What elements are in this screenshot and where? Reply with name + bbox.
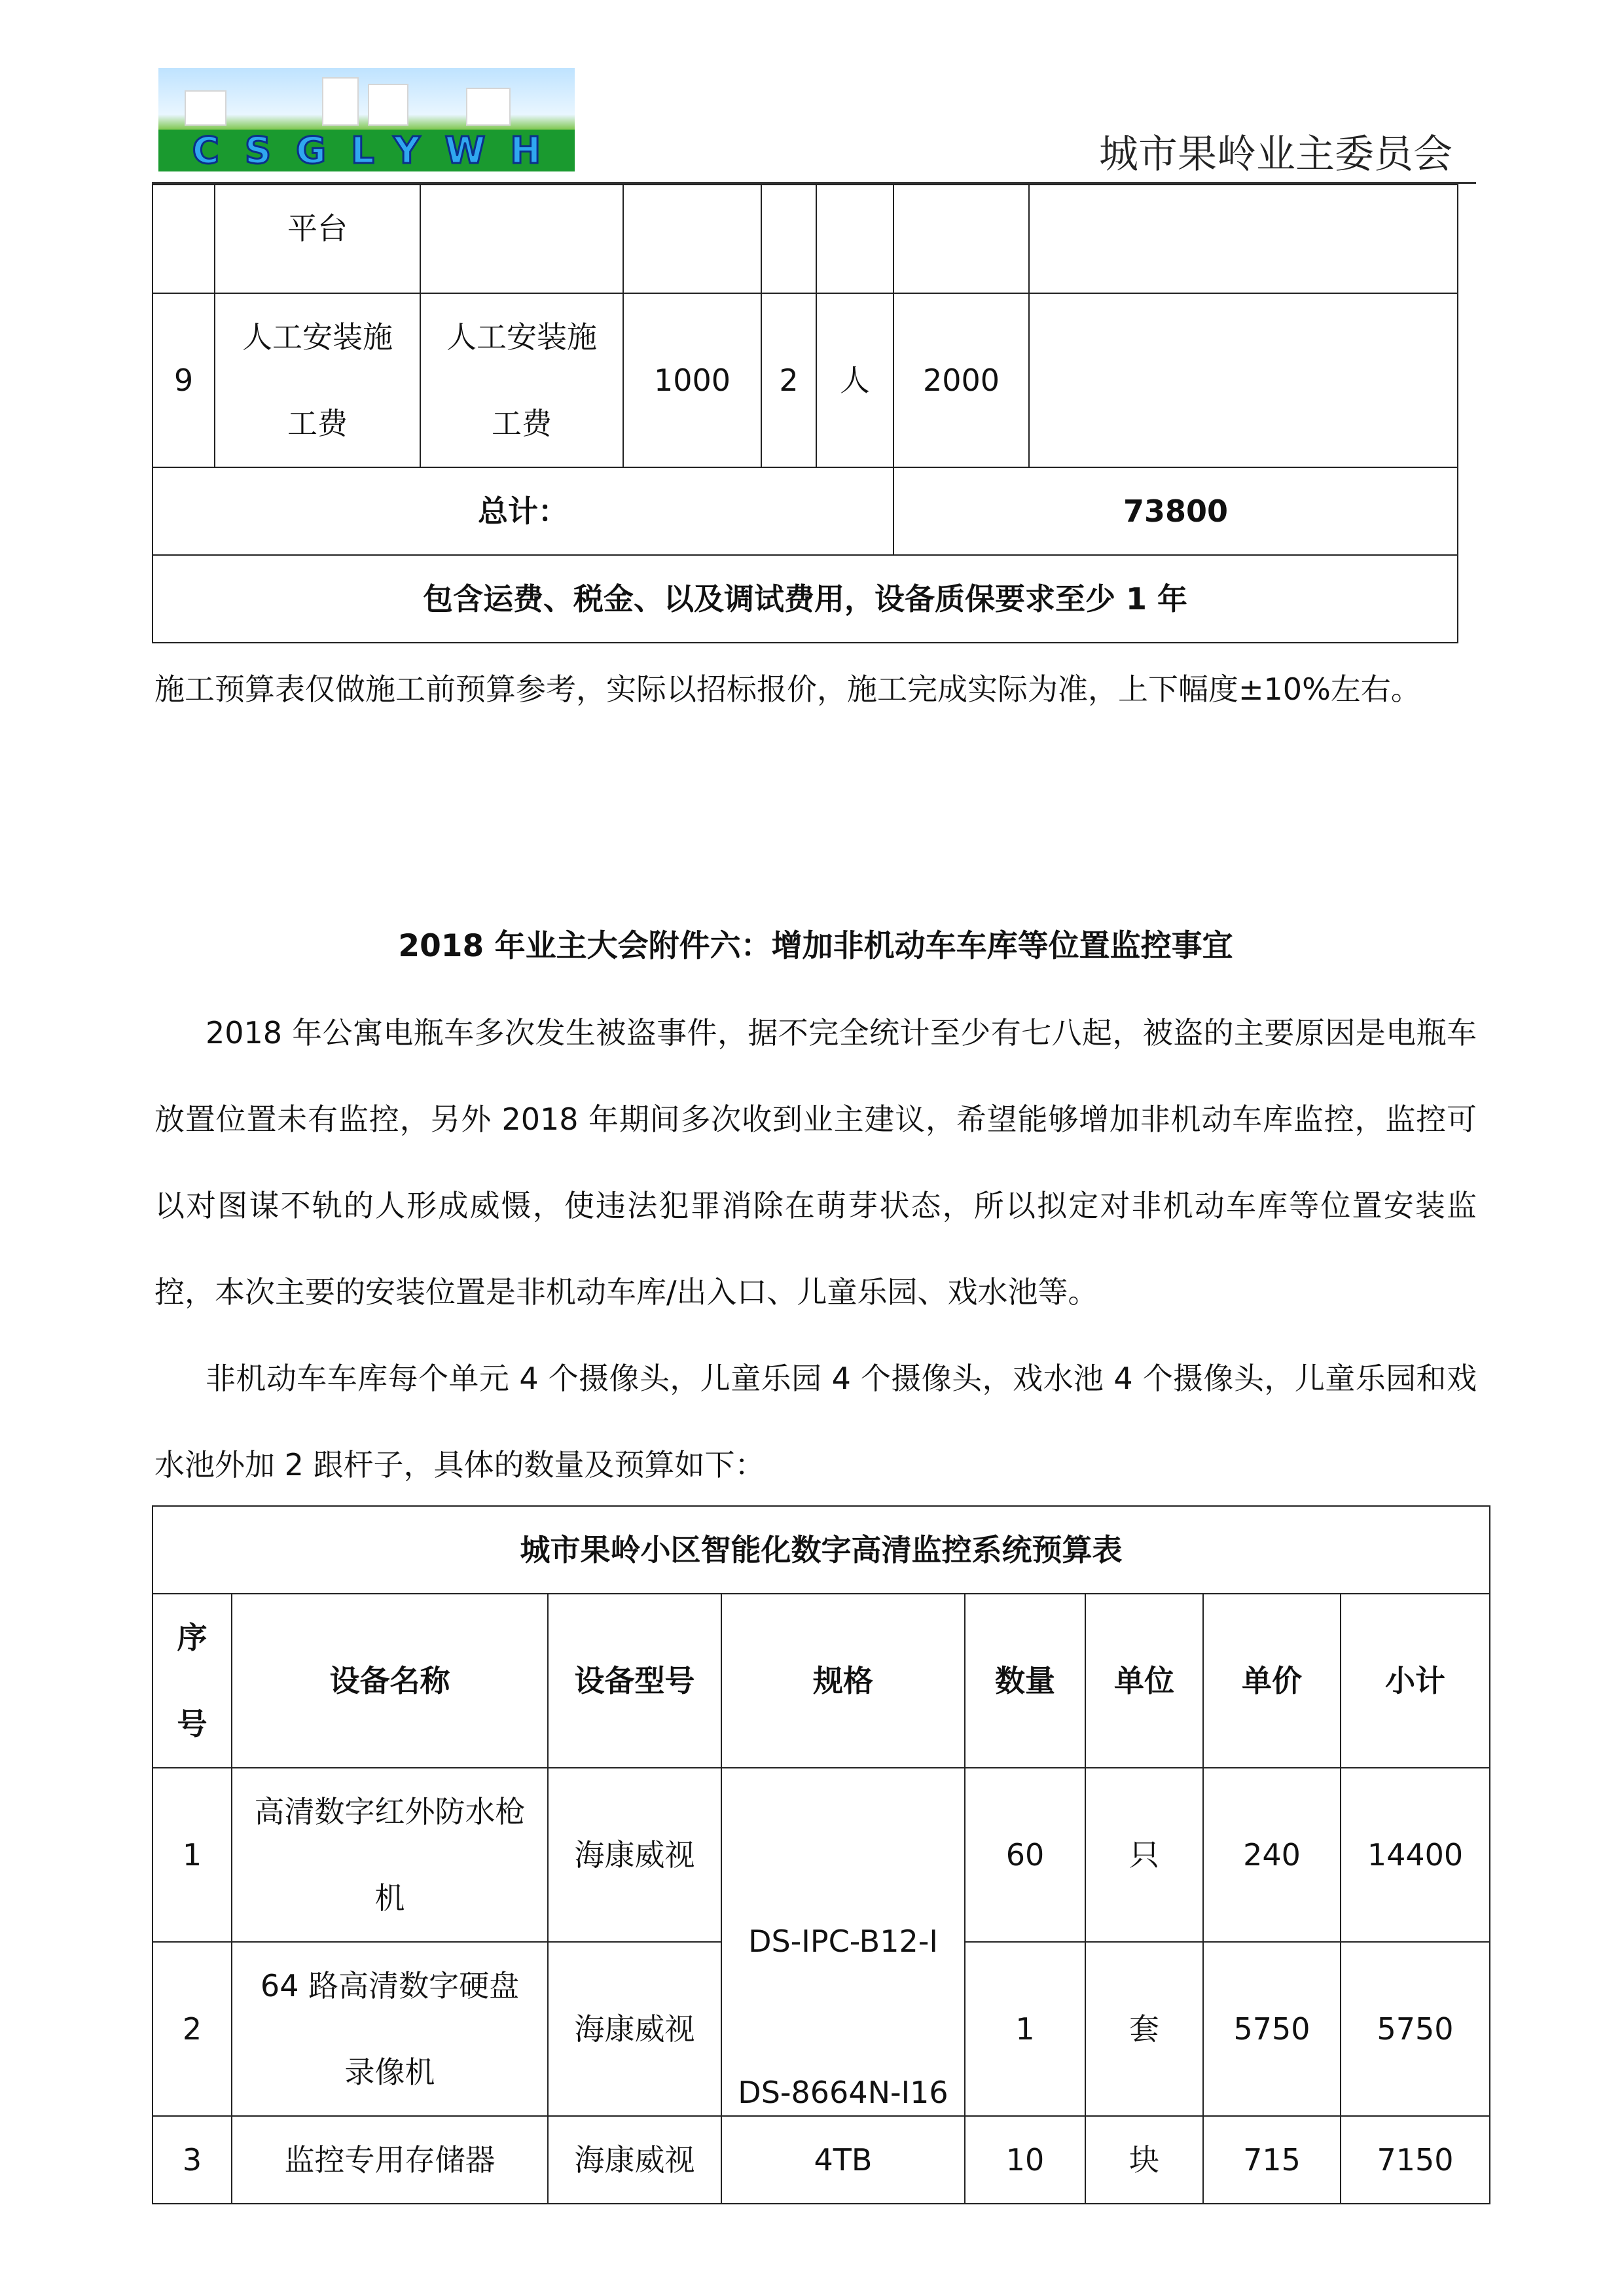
table-cell: 9 — [153, 293, 215, 467]
cell-name: 监控专用存储器 — [232, 2116, 548, 2204]
table-cell: 人 — [816, 293, 893, 467]
cell-text: 64 路高清数字硬盘录像机 — [260, 1968, 520, 2090]
monitoring-budget-table — [152, 1505, 1490, 2204]
table-cell — [893, 185, 1029, 293]
logo-building — [185, 90, 226, 126]
table-cell — [816, 185, 893, 293]
cell-price: 715 — [1203, 2116, 1341, 2204]
cell-price: 5750 — [1203, 1942, 1341, 2116]
cell-subtotal: 14400 — [1341, 1768, 1490, 1942]
total-label: 总计： — [153, 467, 893, 555]
cell-unit: 块 — [1085, 2116, 1203, 2204]
cell-price: 240 — [1203, 1768, 1341, 1942]
cell-index: 1 — [153, 1768, 232, 1942]
cell-brand: 海康威视 — [548, 2116, 721, 2204]
budget-table-continued — [152, 184, 1458, 643]
header-unit: 单位 — [1085, 1594, 1203, 1768]
budget-note: 施工预算表仅做施工前预算参考，实际以招标报价，施工完成实际为准，上下幅度±10%左右。 — [154, 672, 1421, 707]
table-row — [153, 2116, 1490, 2204]
header-brand: 设备型号 — [548, 1594, 721, 1768]
table-note: 包含运费、税金、以及调试费用，设备质保要求至少 1 年 — [153, 555, 1458, 643]
cell-name — [232, 1768, 548, 1942]
cell-unit: 只 — [1085, 1768, 1203, 1942]
table-cell — [1029, 185, 1458, 293]
table-cell: 2 — [761, 293, 816, 467]
table-cell: 2000 — [893, 293, 1029, 467]
header-qty: 数量 — [965, 1594, 1085, 1768]
header-price: 单价 — [1203, 1594, 1341, 1768]
cell-text: 人工安装施工费 — [242, 319, 393, 441]
table-cell — [761, 185, 816, 293]
cell-qty: 1 — [965, 1942, 1085, 2116]
logo-band — [158, 130, 575, 171]
table-cell: 平台 — [215, 185, 420, 293]
cell-spec-merged — [721, 1768, 965, 2116]
table-cell — [420, 185, 623, 293]
table-cell — [420, 293, 623, 467]
table-title-row — [153, 1506, 1490, 1594]
table-cell — [215, 293, 420, 467]
table-cell: 1000 — [623, 293, 761, 467]
logo-building — [368, 84, 408, 126]
header-text: 序号 — [177, 1620, 208, 1742]
section-title: 2018 年业主大会附件六：增加非机动车车库等位置监控事宜 — [398, 928, 1233, 964]
header-index — [153, 1594, 232, 1768]
cell-unit: 套 — [1085, 1942, 1203, 2116]
logo-building — [466, 88, 511, 126]
cell-spec: 4TB — [721, 2116, 965, 2204]
cell-spec: DS-IPC-B12-I — [748, 1924, 938, 1959]
cell-text: 人工安装施工费 — [446, 319, 597, 441]
header-spec: 规格 — [721, 1594, 965, 1768]
cell-brand: 海康威视 — [548, 1942, 721, 2116]
cell-qty: 10 — [965, 2116, 1085, 2204]
header-name: 设备名称 — [232, 1594, 548, 1768]
logo-text: CSGLYWH — [192, 129, 566, 171]
table-cell — [623, 185, 761, 293]
cell-index: 2 — [153, 1942, 232, 2116]
cell-index: 3 — [153, 2116, 232, 2204]
table-row — [153, 555, 1458, 643]
header-subtotal: 小计 — [1341, 1594, 1490, 1768]
table-title: 城市果岭小区智能化数字高清监控系统预算表 — [153, 1506, 1490, 1594]
cell-subtotal: 7150 — [1341, 2116, 1490, 2204]
table-cell — [153, 185, 215, 293]
cell-name — [232, 1942, 548, 2116]
org-name: 城市果岭业主委员会 — [1099, 132, 1453, 177]
cell-spec: DS-8664N-I16 — [738, 2075, 948, 2110]
spec-spacer — [722, 1984, 964, 2071]
cell-subtotal: 5750 — [1341, 1942, 1490, 2116]
cell-brand: 海康威视 — [548, 1768, 721, 1942]
table-row — [153, 467, 1458, 555]
paragraph: 非机动车车库每个单元 4 个摄像头，儿童乐园 4 个摄像头，戏水池 4 个摄像头，儿童乐园和戏水池外加 2 跟杆子，具体的数量及预算如下： — [154, 1361, 1477, 1482]
total-value: 73800 — [893, 467, 1458, 555]
cell-qty: 60 — [965, 1768, 1085, 1942]
logo-building — [322, 77, 359, 126]
csglywh-logo — [158, 68, 575, 171]
table-header-row — [153, 1594, 1490, 1768]
table-row — [153, 293, 1458, 467]
cell-text: 高清数字红外防水枪机 — [254, 1794, 526, 1916]
table-row — [153, 185, 1458, 293]
table-row — [153, 1768, 1490, 1942]
paragraph: 2018 年公寓电瓶车多次发生被盗事件，据不完全统计至少有七八起，被盗的主要原因是电瓶车放置位置未有监控，另外 2018 年期间多次收到业主建议，希望能够增加非机动车库监控，监控可以对图谋不轨的人形成威慑，使违法犯罪消除在萌芽状态，所以拟定对非机动车库等位置安装监控，本次主要的安装位置是非机动车库/出入口、儿童乐园、戏水池等。 — [154, 1015, 1477, 1310]
spec-spacer — [722, 1812, 964, 1898]
table-cell — [1029, 293, 1458, 467]
